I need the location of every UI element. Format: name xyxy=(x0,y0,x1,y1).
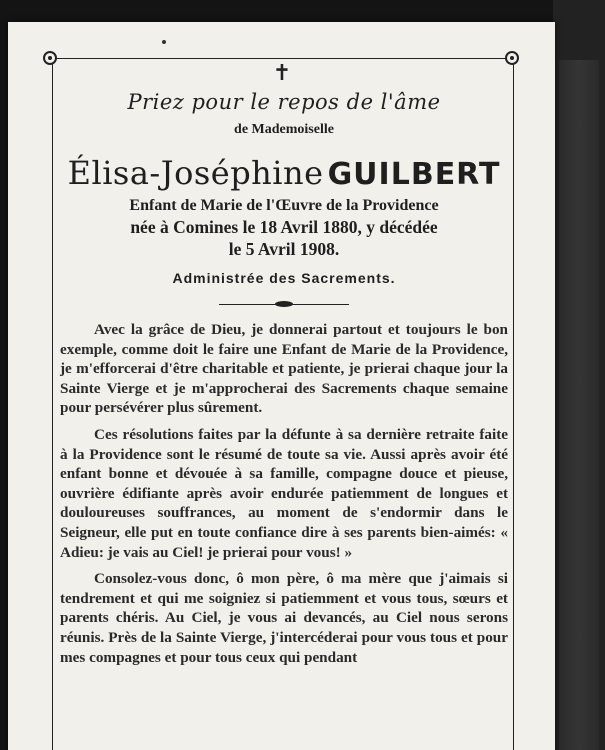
paragraph-resolutions: Avec la grâce de Dieu, je donnerai partout et toujours le bon exemple, comme doit le faire une Enfant de Marie de la Providence, je m'efforcerai d'être charitable et patiente, je prierai chaque jour la Sainte Vierge et je m'approcherai des Sacrements chaque semaine pour persévérer plus sûrement. xyxy=(60,321,508,417)
paragraph-consolation: Consolez-vous donc, ô mon père, ô ma mère que j'aimais si tendrement et qui me soigniez si patiemment et vous tous, sœurs et parents chéris. Au Ciel, je vous ai devancés, au Ciel nous serons réunis. Près de la Sainte Vierge, j'intercéderai pour vous tous et pour mes compagnes et pour tous ceux qui pendant xyxy=(60,570,508,666)
frame-left-rule xyxy=(52,64,53,750)
divider-ornament-icon xyxy=(275,301,293,307)
sacraments-line: Administrée des Sacrements. xyxy=(172,270,396,286)
given-names: Élisa-Joséphine xyxy=(67,154,324,192)
ornamental-divider xyxy=(219,300,349,310)
scan-background-edge xyxy=(553,0,605,750)
paper-speck xyxy=(162,40,166,44)
frame-right-rule xyxy=(513,64,514,750)
corner-ornament-left-icon xyxy=(43,51,57,65)
deceased-name xyxy=(60,150,508,196)
membership-line: Enfant de Marie de l'Œuvre de la Providence xyxy=(129,197,439,214)
death-date-line: le 5 Avril 1908. xyxy=(228,239,340,259)
birth-death-line: née à Comines le 18 Avril 1880, y décédée xyxy=(130,217,438,237)
frame-top-rule xyxy=(56,58,511,59)
card-content xyxy=(60,86,508,674)
honorific: de Mademoiselle xyxy=(234,122,334,137)
corner-ornament-right-icon xyxy=(505,51,519,65)
prayer-title: Priez pour le repos de l'âme xyxy=(127,90,441,114)
surname: GUILBERT xyxy=(327,157,501,192)
paragraph-life-summary: Ces résolutions faites par la défunte à sa dernière retraite faite à la Providence sont le résumé de toute sa vie. Aussi après avoir été enfant bonne et dévouée à sa famille, compagne douce et pieuse, ouvrière édifiante après avoir endurée patiemment de longues et douloureuses souffrances, au moment de s'endormir dans le Seigneur, elle put en toute confiance dire à ses parents bien-aimés: « Adieu: je vais au Ciel! je prierai pour vous! » xyxy=(60,425,508,561)
cross-icon: ✝ xyxy=(272,61,292,86)
